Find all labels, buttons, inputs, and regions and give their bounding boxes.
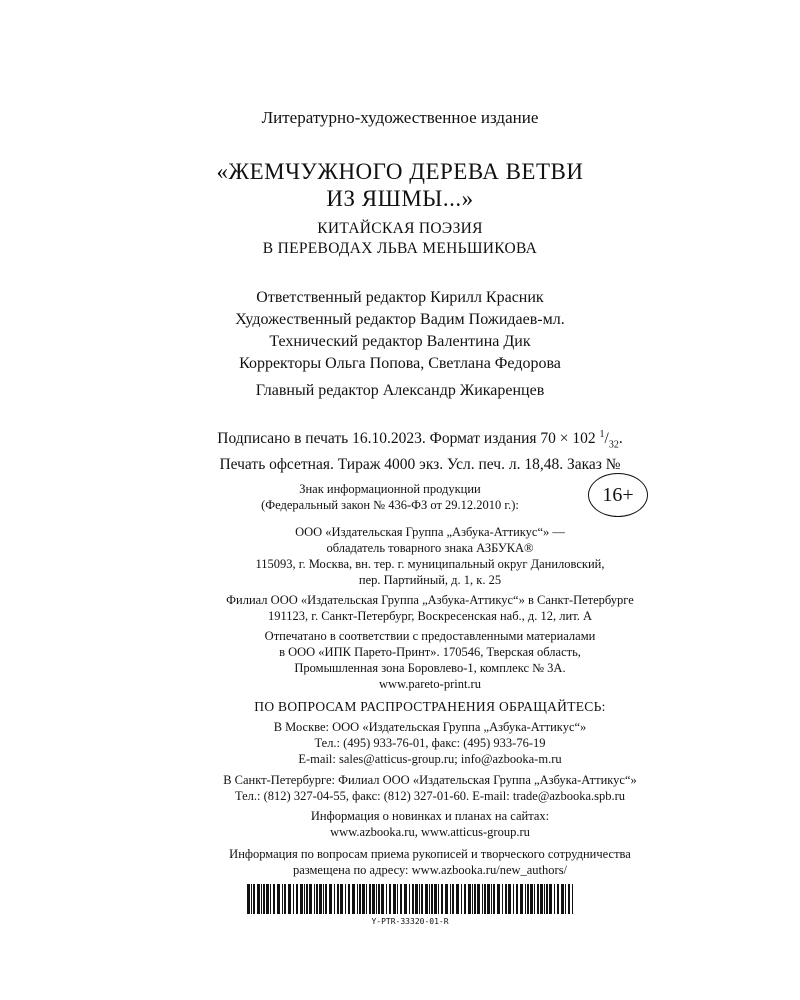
barcode-bar	[421, 884, 423, 914]
barcode-bar	[409, 884, 410, 914]
barcode-bar	[537, 884, 539, 914]
barcode-bar	[323, 884, 324, 914]
print-info-end: .	[618, 430, 623, 448]
barcode-bar	[450, 884, 451, 914]
barcode-bar	[296, 884, 298, 914]
branch-line: 191123, г. Санкт-Петербург, Воскресенская наб., д. 12, лит. А	[267, 609, 593, 623]
barcode-bar	[491, 884, 492, 914]
barcode-bar	[357, 884, 358, 914]
manuscripts-info	[0, 846, 800, 878]
barcode-bar	[477, 884, 480, 914]
book-title-line-2: ИЗ ЯШМЫ...»	[326, 186, 474, 211]
barcode-bar	[434, 884, 437, 914]
barcode-bar	[404, 884, 407, 914]
branch-block	[0, 592, 800, 624]
format-denominator: 32	[608, 439, 619, 451]
barcode-bar	[257, 884, 260, 914]
spb-line: Тел.: (812) 327-04-55, факс: (812) 327-01-60. E-mail: trade@azbooka.spb.ru	[234, 789, 626, 803]
rating-line-2: (Федеральный закон № 436-ФЗ от 29.12.2010 г.):	[261, 498, 519, 512]
branch-line: Филиал ООО «Издательская Группа „Азбука-Аттикус“» в Санкт-Петербурге	[226, 593, 634, 607]
age-rating-badge: 16+	[588, 473, 648, 517]
barcode-bar	[412, 884, 414, 914]
barcode-bar	[484, 884, 486, 914]
barcode-bar	[304, 884, 305, 914]
barcode-bar	[284, 884, 286, 914]
publisher-line: пер. Партийный, д. 1, к. 25	[358, 573, 502, 587]
barcode-bar	[337, 884, 339, 914]
printer-line: в ООО «ИПК Парето-Принт». 170546, Тверская область,	[279, 645, 581, 659]
barcode-bar	[306, 884, 308, 914]
publisher-line: ООО «Издательская Группа „Азбука-Аттикус“» —	[295, 525, 565, 539]
book-subtitle-line-1: КИТАЙСКАЯ ПОЭЗИЯ	[317, 220, 483, 237]
barcode-bar	[348, 884, 350, 914]
barcode-bar	[266, 884, 269, 914]
barcode-bar	[468, 884, 471, 914]
news-info	[0, 808, 800, 840]
barcode-bar	[340, 884, 343, 914]
format-numerator: 1	[599, 429, 605, 440]
barcode-bar	[534, 884, 535, 914]
printer-line: www.pareto-print.ru	[379, 677, 481, 691]
barcode-bar	[497, 884, 500, 914]
barcode-bar	[325, 884, 327, 914]
barcode-bar	[277, 884, 280, 914]
barcode-bar	[288, 884, 291, 914]
barcode-bar	[309, 884, 312, 914]
barcode-bar	[464, 884, 466, 914]
barcode-bar	[557, 884, 559, 914]
barcode-bar	[261, 884, 262, 914]
barcode-bar	[540, 884, 543, 914]
barcode-bar	[452, 884, 454, 914]
barcode-bar	[381, 884, 384, 914]
barcode-bar	[472, 884, 473, 914]
barcode-bar	[527, 884, 529, 914]
barcode-bar	[251, 884, 252, 914]
barcode-bar	[572, 884, 573, 914]
barcode-bar	[273, 884, 275, 914]
barcode-bar	[362, 884, 365, 914]
barcode-bar	[438, 884, 439, 914]
barcode-bar	[431, 884, 433, 914]
barcode-bar	[329, 884, 332, 914]
distribution-heading: ПО ВОПРОСАМ РАСПРОСТРАНЕНИЯ ОБРАЩАЙТЕСЬ:	[254, 699, 606, 714]
publisher-block	[0, 524, 800, 588]
barcode-bar	[372, 884, 375, 914]
print-info-line-1: Подписано в печать 16.10.2023. Формат издания 70 × 102 $^1/_{32}$.	[217, 429, 623, 451]
printer-line: Отпечатано в соответствии с предоставленными материалами	[264, 629, 596, 643]
news-line: www.azbooka.ru, www.atticus-group.ru	[330, 825, 530, 839]
print-info-text: Подписано в печать 16.10.2023. Формат издания 70 × 102	[217, 430, 600, 448]
barcode-bar	[366, 884, 367, 914]
barcode-bar	[352, 884, 355, 914]
barcode-bar	[253, 884, 255, 914]
barcode-bar	[568, 884, 570, 914]
barcode-bar	[516, 884, 518, 914]
book-title	[0, 158, 800, 212]
barcode-bar	[525, 884, 526, 914]
publisher-line: обладатель товарного знака АЗБУКА®	[326, 541, 534, 555]
barcode-bar	[376, 884, 377, 914]
barcode-bar	[554, 884, 555, 914]
book-title-line-1: «ЖЕМЧУЖНОГО ДЕРЕВА ВЕТВИ	[216, 159, 584, 184]
barcode-bar	[293, 884, 294, 914]
barcode-bar	[530, 884, 533, 914]
staff-line: Технический редактор Валентина Дик	[269, 333, 531, 350]
barcode-bar	[505, 884, 507, 914]
barcode-bar	[502, 884, 503, 914]
barcode-bar	[316, 884, 318, 914]
moscow-contacts	[0, 719, 800, 767]
barcode-bar	[441, 884, 443, 914]
barcode-bar	[334, 884, 335, 914]
barcode-bar	[429, 884, 430, 914]
spb-line: В Санкт-Петербурге: Филиал ООО «Издательская Группа „Азбука-Аттикус“»	[223, 773, 637, 787]
book-subtitle	[0, 219, 800, 259]
barcode-bar	[359, 884, 361, 914]
news-line: Информация о новинках и планах на сайтах:	[310, 809, 550, 823]
barcode-bar	[378, 884, 380, 914]
barcode-bar	[369, 884, 371, 914]
barcode-bar	[400, 884, 402, 914]
manuscripts-line: Информация по вопросам приема рукописей и творческого сотрудничества	[229, 847, 631, 861]
barcode-bar	[386, 884, 387, 914]
barcode-bar	[487, 884, 490, 914]
manuscripts-line: размещена по адресу: www.azbooka.ru/new_authors/	[292, 863, 568, 877]
genre-line: Литературно-художественное издание	[261, 108, 539, 127]
chief-editor: Главный редактор Александр Жикаренцев	[255, 382, 545, 399]
staff-line: Ответственный редактор Кирилл Красник	[256, 289, 544, 306]
barcode-bar	[415, 884, 418, 914]
barcode-bar	[319, 884, 322, 914]
barcode-bar	[520, 884, 523, 914]
barcode-bar	[456, 884, 459, 914]
barcode-bar	[461, 884, 462, 914]
barcode-bar	[544, 884, 545, 914]
barcode-bar	[300, 884, 303, 914]
rating-text	[205, 481, 575, 513]
moscow-line: В Москве: ООО «Издательская Группа „Азбука-Аттикус“»	[273, 720, 587, 734]
spb-contacts	[0, 772, 800, 804]
barcode-bar	[474, 884, 476, 914]
barcode-bar	[263, 884, 265, 914]
barcode-bar	[393, 884, 396, 914]
barcode-bar	[397, 884, 398, 914]
barcode-bar	[282, 884, 283, 914]
barcode-bar	[561, 884, 564, 914]
barcode-bar	[565, 884, 566, 914]
barcode-icon	[247, 884, 573, 914]
print-info-line-2: Печать офсетная. Тираж 4000 экз. Усл. печ. л. 18,48. Заказ №	[219, 456, 621, 474]
publisher-line: 115093, г. Москва, вн. тер. г. муниципальный округ Даниловский,	[255, 557, 605, 571]
editorial-staff	[0, 287, 800, 375]
barcode-bar	[425, 884, 428, 914]
printer-line: Промышленная зона Боровлево-1, комплекс № 3А.	[294, 661, 566, 675]
barcode-bar	[445, 884, 448, 914]
moscow-line: E-mail: sales@atticus-group.ru; info@azbooka-m.ru	[298, 752, 562, 766]
barcode-bar	[508, 884, 511, 914]
barcode-bar	[314, 884, 315, 914]
barcode-bar	[419, 884, 420, 914]
barcode-bar	[270, 884, 271, 914]
barcode-bar	[345, 884, 346, 914]
book-subtitle-line-2: В ПЕРЕВОДАХ ЛЬВА МЕНЬШИКОВА	[262, 240, 538, 257]
barcode-bar	[389, 884, 391, 914]
moscow-line: Тел.: (495) 933-76-01, факс: (495) 933-76-19	[314, 736, 546, 750]
barcode-bar	[546, 884, 548, 914]
barcode-bar	[493, 884, 495, 914]
print-info	[20, 425, 800, 475]
printer-block	[0, 628, 800, 692]
staff-line: Корректоры Ольга Попова, Светлана Федорова	[239, 355, 561, 372]
barcode-bar	[247, 884, 250, 914]
barcode-code: Y-PTR-33320-01-R	[371, 917, 449, 926]
barcode-bar	[513, 884, 514, 914]
barcode-bar	[549, 884, 552, 914]
barcode-bar	[482, 884, 483, 914]
staff-line: Художественный редактор Вадим Пожидаев-мл.	[235, 311, 565, 328]
rating-line-1: Знак информационной продукции	[299, 482, 481, 496]
